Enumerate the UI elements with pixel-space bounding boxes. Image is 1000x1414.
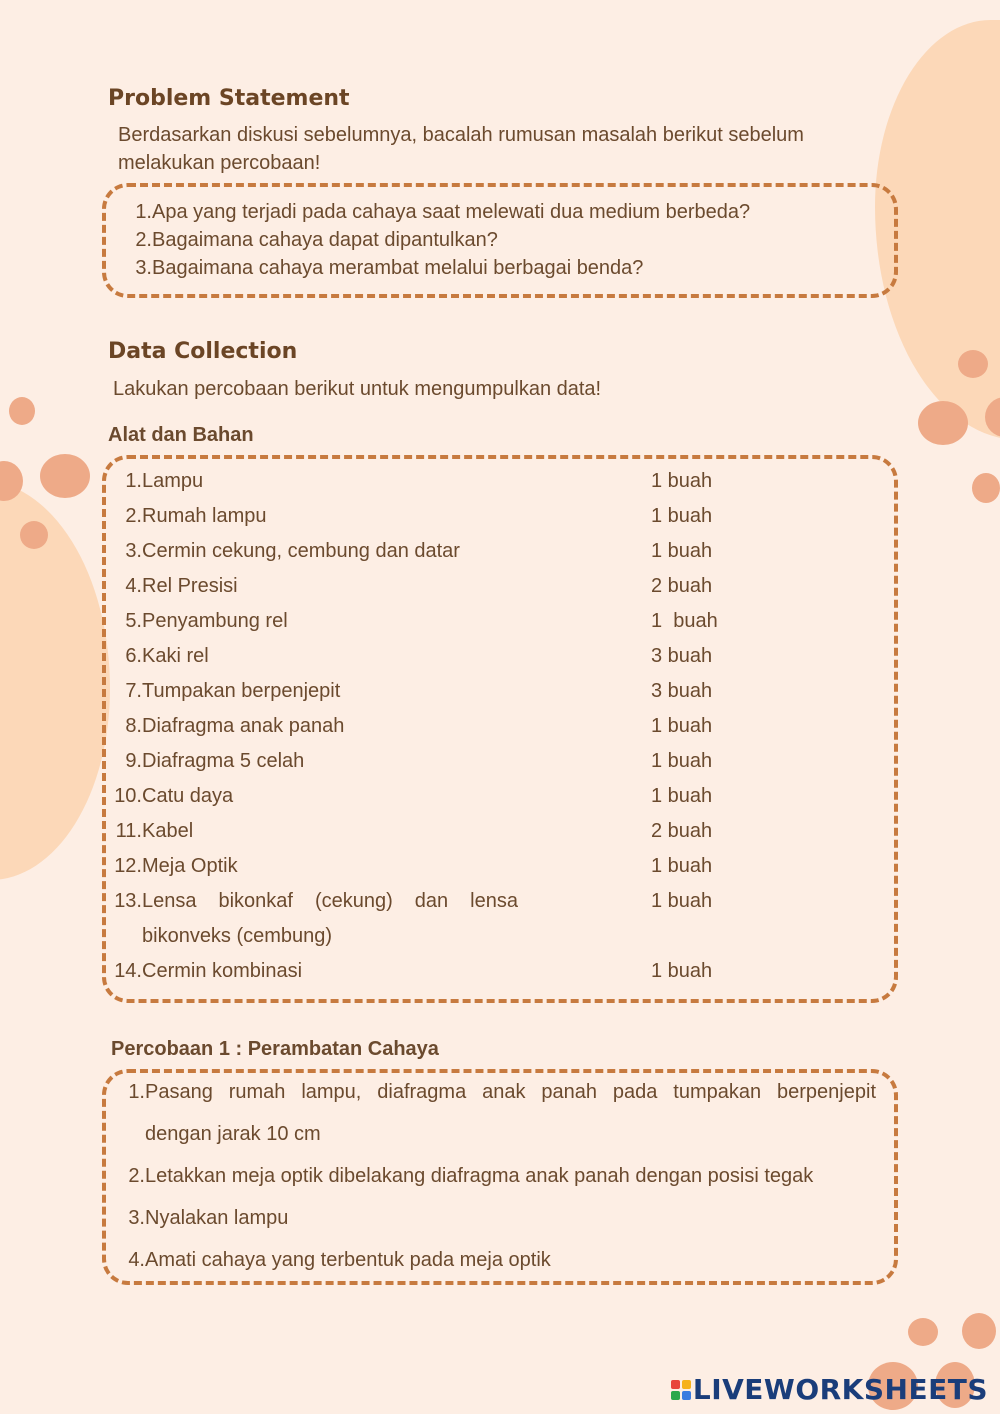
tool-number: 12. [114, 855, 142, 877]
list-item [128, 198, 750, 226]
tool-quantity: 1 buah [651, 890, 713, 912]
tool-name: Meja Optik [142, 855, 238, 877]
tool-number: 7. [125, 680, 142, 702]
tool-number: 4. [125, 575, 142, 597]
tool-name: Rumah lampu [142, 505, 267, 527]
tool-name-continued: bikonveks (cembung) [142, 925, 333, 947]
tool-name: Lensa bikonkaf (cekung) dan lensa [142, 890, 518, 912]
tool-quantity: 1 buah [651, 785, 713, 807]
tool-number: 5. [125, 610, 142, 632]
decor-dot [40, 454, 90, 498]
table-row [110, 604, 810, 639]
tool-number: 14. [114, 960, 142, 982]
tool-name: Kabel [142, 820, 194, 842]
problem-intro-line2: melakukan percobaan! [118, 152, 321, 174]
table-row [110, 464, 810, 499]
logo-mark-tile [671, 1391, 680, 1400]
table-row [110, 639, 810, 674]
tool-quantity: 1 buah [651, 960, 713, 982]
tool-name: Penyambung rel [142, 610, 288, 632]
table-row [110, 814, 810, 849]
decor-blob-left [0, 480, 110, 880]
step-text: Pasang rumah lampu, diafragma anak panah pada tumpakan berpenjepit [145, 1081, 876, 1103]
tool-quantity: 1 buah [651, 715, 713, 737]
tool-number: 6. [125, 645, 142, 667]
tool-number: 13. [114, 890, 142, 912]
tool-number: 1. [125, 470, 142, 492]
tool-name: Lampu [142, 470, 204, 492]
tool-name: Rel Presisi [142, 575, 238, 597]
list-item [128, 254, 750, 282]
step-number: 2. [128, 1165, 145, 1187]
tool-quantity: 2 buah [651, 820, 713, 842]
tool-quantity: 1 buah [651, 505, 713, 527]
tool-quantity: 1 buah [651, 855, 713, 877]
table-row [110, 849, 810, 884]
tool-name: Cermin cekung, cembung dan datar [142, 540, 460, 562]
table-row [110, 884, 810, 954]
decor-dot [9, 397, 35, 425]
table-row [110, 499, 810, 534]
liveworksheets-logo-icon [671, 1380, 691, 1400]
list-item [120, 1071, 876, 1155]
item-number: 3. [135, 257, 152, 279]
list-item [120, 1239, 876, 1281]
decor-dot [958, 350, 988, 378]
table-row [110, 779, 810, 814]
table-row [110, 534, 810, 569]
problem-list [128, 198, 750, 282]
step-text: Letakkan meja optik dibelakang diafragma anak panah dengan posisi tegak [145, 1165, 814, 1187]
problem-intro-line1: Berdasarkan diskusi sebelumnya, bacalah rumusan masalah berikut sebelum [118, 124, 804, 146]
list-item [128, 226, 750, 254]
step-text: Amati cahaya yang terbentuk pada meja optik [145, 1249, 551, 1271]
table-row [110, 744, 810, 779]
tool-number: 9. [125, 750, 142, 772]
decor-dot [908, 1318, 938, 1346]
step-text: Nyalakan lampu [145, 1207, 289, 1229]
step-number: 4. [128, 1249, 145, 1271]
tool-number: 2. [125, 505, 142, 527]
data-collection-heading: Data Collection [108, 339, 298, 364]
liveworksheets-logo[interactable] [671, 1373, 988, 1406]
tool-number: 3. [125, 540, 142, 562]
tool-name: Cermin kombinasi [142, 960, 303, 982]
list-item [120, 1155, 876, 1197]
table-row [110, 954, 810, 989]
tool-quantity: 2 buah [651, 575, 713, 597]
table-row [110, 709, 810, 744]
logo-mark-tile [671, 1380, 680, 1389]
logo-text: LIVEWORKSHEETS [692, 1373, 988, 1406]
tool-quantity: 1 buah [651, 610, 718, 632]
item-text: Bagaimana cahaya dapat dipantulkan? [152, 229, 498, 251]
decor-dot [972, 473, 1000, 503]
tools-heading: Alat dan Bahan [108, 424, 254, 446]
list-item [120, 1197, 876, 1239]
item-text: Bagaimana cahaya merambat melalui berbagai benda? [152, 257, 644, 279]
tool-quantity: 3 buah [651, 680, 713, 702]
tool-quantity: 3 buah [651, 645, 713, 667]
experiment1-steps [120, 1071, 876, 1281]
problem-statement-heading: Problem Statement [108, 86, 350, 111]
experiment1-heading: Percobaan 1 : Perambatan Cahaya [111, 1038, 439, 1060]
tool-number: 10. [114, 785, 142, 807]
decor-dot [20, 521, 48, 549]
tool-name: Catu daya [142, 785, 234, 807]
tool-number: 11. [115, 820, 142, 842]
tool-name: Diafragma anak panah [142, 715, 345, 737]
logo-mark-tile [682, 1380, 691, 1389]
tool-quantity: 1 buah [651, 470, 713, 492]
item-number: 2. [135, 229, 152, 251]
tool-quantity: 1 buah [651, 750, 713, 772]
tool-number: 8. [125, 715, 142, 737]
table-row [110, 569, 810, 604]
tool-name: Kaki rel [142, 645, 209, 667]
tool-quantity: 1 buah [651, 540, 713, 562]
step-number: 3. [128, 1207, 145, 1229]
decor-dot [962, 1313, 996, 1349]
decor-dot [918, 401, 968, 445]
step-text-continued: dengan jarak 10 cm [145, 1123, 321, 1145]
item-text: Apa yang terjadi pada cahaya saat melewati dua medium berbeda? [152, 201, 751, 223]
tool-name: Tumpakan berpenjepit [142, 680, 341, 702]
step-number: 1. [128, 1081, 145, 1103]
logo-mark-tile [682, 1391, 691, 1400]
table-row [110, 674, 810, 709]
data-collection-intro: Lakukan percobaan berikut untuk mengumpulkan data! [113, 378, 602, 400]
item-number: 1. [135, 201, 152, 223]
tool-name: Diafragma 5 celah [142, 750, 305, 772]
